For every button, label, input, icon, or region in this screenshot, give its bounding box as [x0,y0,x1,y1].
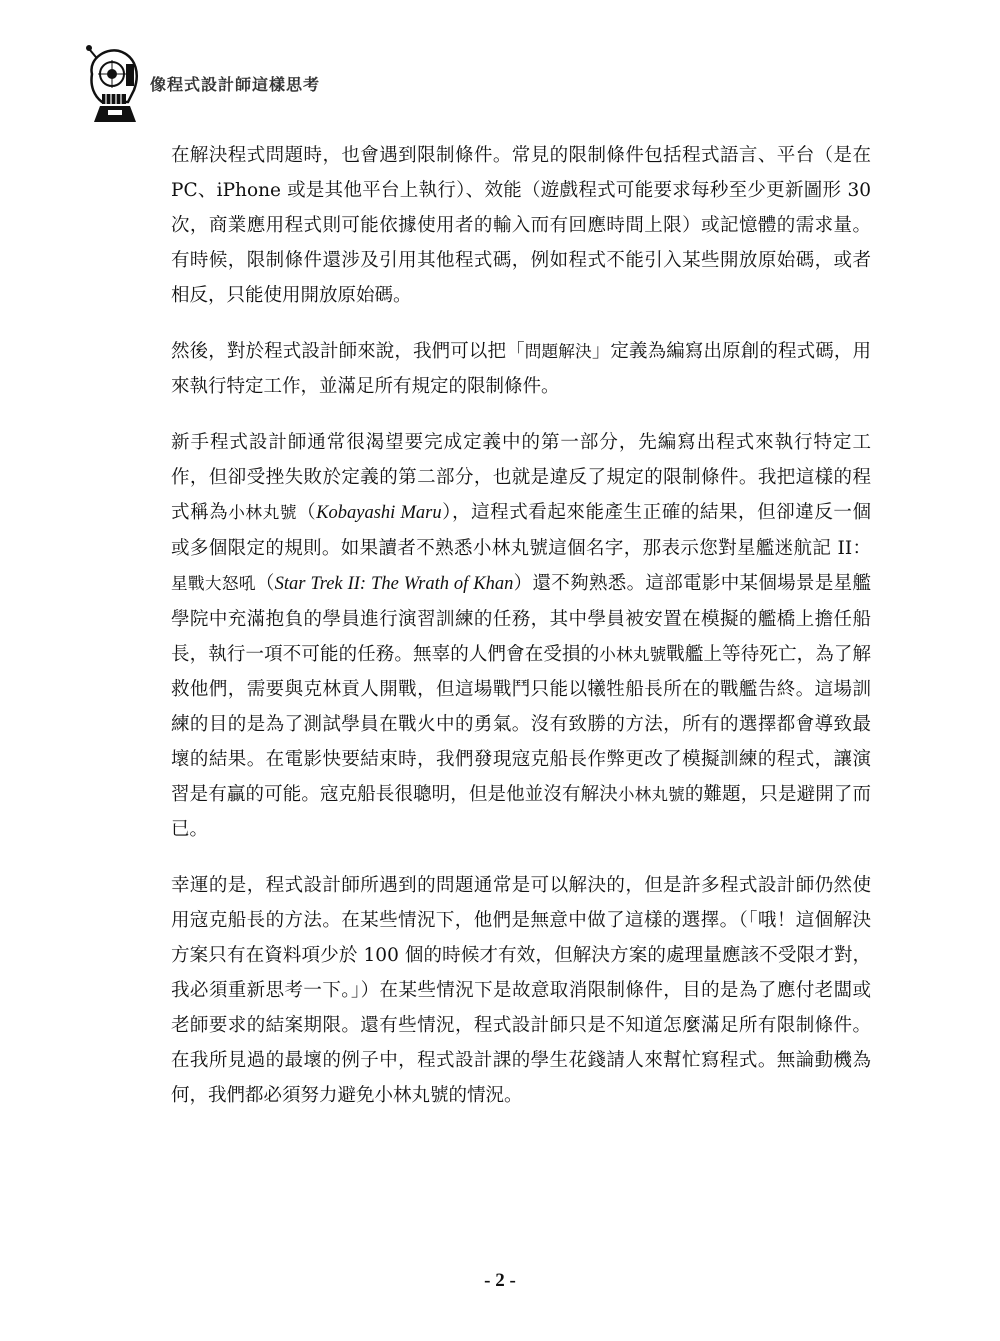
page-body [171,138,871,1134]
term-problem-solving: 問題解決 [524,342,592,361]
paragraph-2 [171,334,871,404]
term-kobayashi-maru-ship: 小林丸號 [599,645,667,664]
book-title: 像程式設計師這樣思考 [150,75,321,94]
paragraph-3-text-e: ）還不夠熟悉。這部電影中某個場景是星艦學院中充滿抱負的學員進行演習訓練的任務，其中學員被安置在模擬的艦橋上擔任船長，執行一項不可能的任務。無辜的人們會在受損的 [171,573,871,665]
paragraph-3-text-c: ），這程式看起來能產生正確的結果，但卻違反一個或多個限定的規則。如果讀者不熟悉小林丸號這個名字，那表示您對星艦迷航記 II： [171,502,871,559]
paragraph-2-text-b: 」定義為編寫出原創的程式碼，用來執行特定工作，並滿足所有規定的限制條件。 [171,341,871,397]
term-kobayashi-maru: 小林丸號 [228,503,298,522]
paragraph-3-text-a: 新手程式設計師通常很渴望要完成定義中的第一部分，先編寫出程式來執行特定工作，但卻受挫失敗於定義的第二部分，也就是違反了規定的限制條件。我把這樣的程式稱為 [171,432,871,523]
paragraph-4: 幸運的是，程式設計師所遇到的問題通常是可以解決的，但是許多程式設計師仍然使用寇克船長的方法。在某些情況下，他們是無意中做了這樣的選擇。（「哦！這個解決方案只有在資料項少於 100 個的時候才有效，但解決方案的處理量應該不受限才對，我必須重新思考一下。」）在某些情況下是故意取消限制條件，目的是為了應付老闆或老師要求的結案期限。還有些情況，程式設計師只是不知道怎麼滿足所有限制條件。在我所見過的最壞的例子中，程式設計課的學生花錢請人來幫忙寫程式。無論動機為何，我們都必須努力避免小林丸號的情況。 [171,875,871,1106]
term-wrath-of-khan: 星戰大怒吼 [171,574,256,593]
page-header [78,40,478,124]
term-kobayashi-maru-problem: 小林丸號 [617,785,685,804]
term-kobayashi-maru-english: Kobayashi Maru [316,503,442,523]
paragraph-3-text-d: （ [255,573,275,594]
paragraph-3 [171,425,871,847]
paragraph-3-text-f: 戰艦上等待死亡，為了解救他們，需要與克林貢人開戰，但這場戰鬥只能以犧牲船長所在的戰艦告終。這場訓練的目的是為了測試學員在戰火中的勇氣。沒有致勝的方法，所有的選擇都會導致最壞的結果。在電影快要結束時，我們發現寇克船長作弊更改了模擬訓練的程式，讓演習是有贏的可能。寇克船長很聰明，但是他並沒有解決 [171,644,871,805]
paragraph-2-text-a: 然後，對於程式設計師來說，我們可以把「 [171,341,525,362]
page-number: - 2 - [484,1270,516,1291]
term-wrath-of-khan-english: Star Trek II: The Wrath of Khan [274,574,514,594]
paragraph-3-text-b: （ [297,502,317,523]
robot-head-logo-icon [78,40,144,124]
paragraph-3-text-g: 的難題，只是避開了而已。 [171,784,871,840]
paragraph-1: 在解決程式問題時，也會遇到限制條件。常見的限制條件包括程式語言、平台（是在 PC、iPhone 或是其他平台上執行）、效能（遊戲程式可能要求每秒至少更新圖形 30 次，商業應用程式則可能依據使用者的輸入而有回應時間上限）或記憶體的需求量。有時候，限制條件還涉及引用其他程式碼，例如程式不能引入某些開放原始碼，或者相反，只能使用開放原始碼。 [171,145,871,306]
